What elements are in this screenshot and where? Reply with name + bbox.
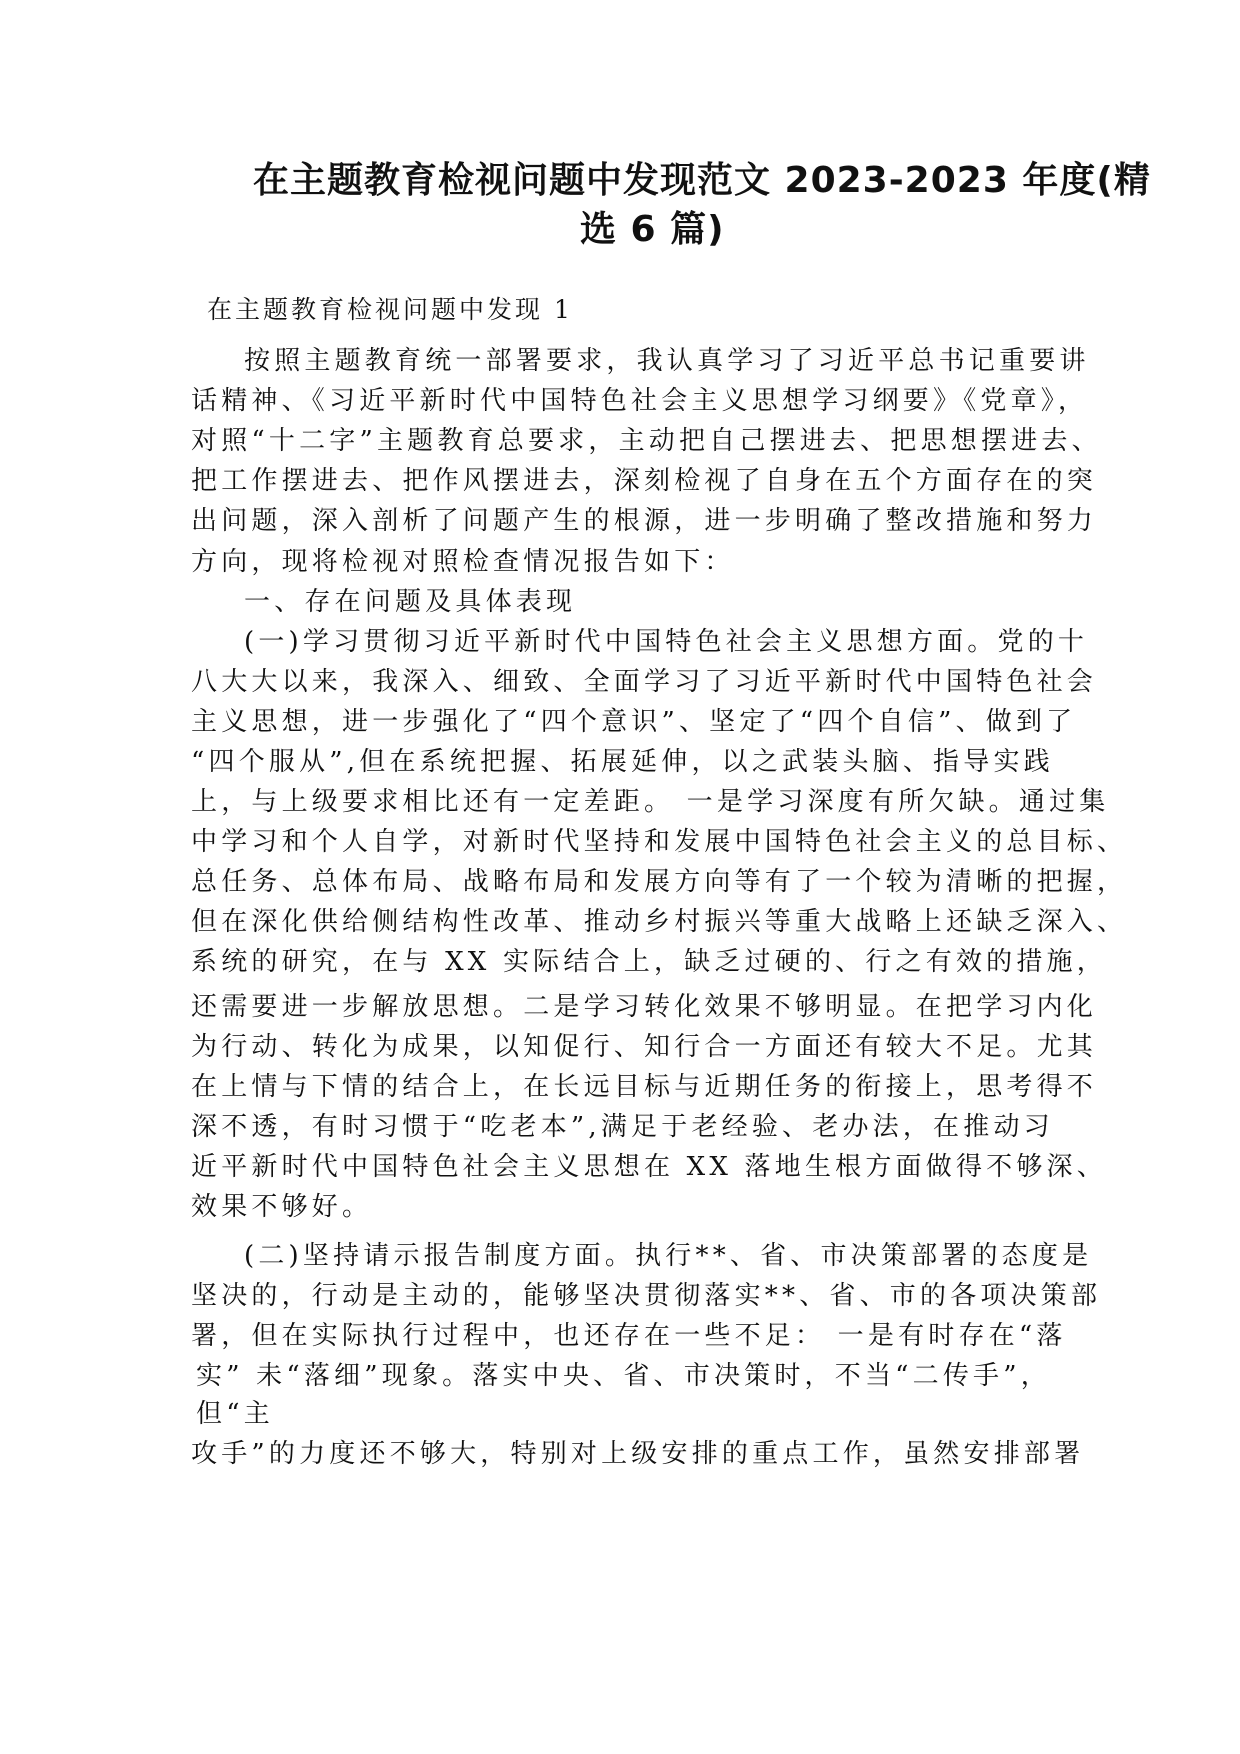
body-line: 攻手”的力度还不够大，特别对上级安排的重点工作，虽然安排部署 (191, 1439, 1085, 1469)
body-line: 中学习和个人自学，对新时代坚持和发展中国特色社会主义的总目标、 (191, 827, 1128, 857)
body-line: 把工作摆进去、把作风摆进去，深刻检视了自身在五个方面存在的突 (191, 466, 1098, 496)
body-line: 主义思想，进一步强化了“四个意识”、坚定了“四个自信”、做到了 (191, 707, 1077, 737)
body-line: 效果不够好。 (191, 1192, 373, 1222)
body-line: 署，但在实际执行过程中，也还存在一些不足： 一是有时存在“落 (191, 1321, 1067, 1351)
body-line: 还需要进一步解放思想。二是学习转化效果不够明显。在把学习内化 (191, 992, 1098, 1022)
body-line: 为行动、转化为成果，以知促行、知行合一方面还有较大不足。尤其 (191, 1032, 1098, 1062)
body-line: 话精神、《习近平新时代中国特色社会主义思想学习纲要》《党章》， (191, 386, 1089, 416)
body-line: 按照主题教育统一部署要求，我认真学习了习近平总书记重要讲 (244, 346, 1090, 376)
body-line: 深不透，有时习惯于“吃老本”,满足于老经验、老办法，在推动习 (191, 1112, 1054, 1142)
body-line: 坚决的，行动是主动的，能够坚决贯彻落实**、省、市的各项决策部 (191, 1281, 1102, 1311)
body-line: 八大大以来，我深入、细致、全面学习了习近平新时代中国特色社会 (191, 667, 1098, 697)
body-line: 方向，现将检视对照检查情况报告如下： (191, 547, 735, 577)
body-line: 总任务、总体布局、战略布局和发展方向等有了一个较为清晰的把握， (191, 867, 1128, 897)
body-line: 实” 未“落细”现象。落实中央、省、市决策时，不当“二传手”， (196, 1361, 1051, 1391)
body-line: 系统的研究，在与 XX 实际结合上，缺乏过硬的、行之有效的措施， (191, 947, 1107, 977)
body-line: 上，与上级要求相比还有一定差距。 一是学习深度有所欠缺。通过集 (191, 787, 1110, 817)
document-title-line-2: 选 6 篇) (580, 209, 725, 250)
body-line: 在上情与下情的结合上，在长远目标与近期任务的衔接上，思考得不 (191, 1072, 1098, 1102)
body-line: 近平新时代中国特色社会主义思想在 XX 落地生根方面做得不够深、 (191, 1152, 1107, 1182)
body-line: 但在深化供给侧结构性改革、推动乡村振兴等重大战略上还缺乏深入、 (191, 907, 1128, 937)
body-line: 出问题，深入剖析了问题产生的根源，进一步明确了整改措施和努力 (191, 506, 1098, 536)
body-line: 一、存在问题及具体表现 (244, 587, 577, 617)
body-line: “四个服从”,但在系统把握、拓展延伸，以之武装头脑、指导实践 (191, 747, 1054, 777)
section-heading: 在主题教育检视问题中发现 1 (207, 295, 573, 324)
document-title-line-1: 在主题教育检视问题中发现范文 2023-2023 年度(精 (253, 160, 1151, 201)
body-line: 但“主 (196, 1399, 274, 1429)
body-line: 对照“十二字”主题教育总要求，主动把自己摆进去、把思想摆进去、 (191, 426, 1102, 456)
body-line: (二)坚持请示报告制度方面。执行**、省、市决策部署的态度是 (244, 1241, 1093, 1271)
body-line: (一)学习贯彻习近平新时代中国特色社会主义思想方面。党的十 (244, 627, 1089, 657)
